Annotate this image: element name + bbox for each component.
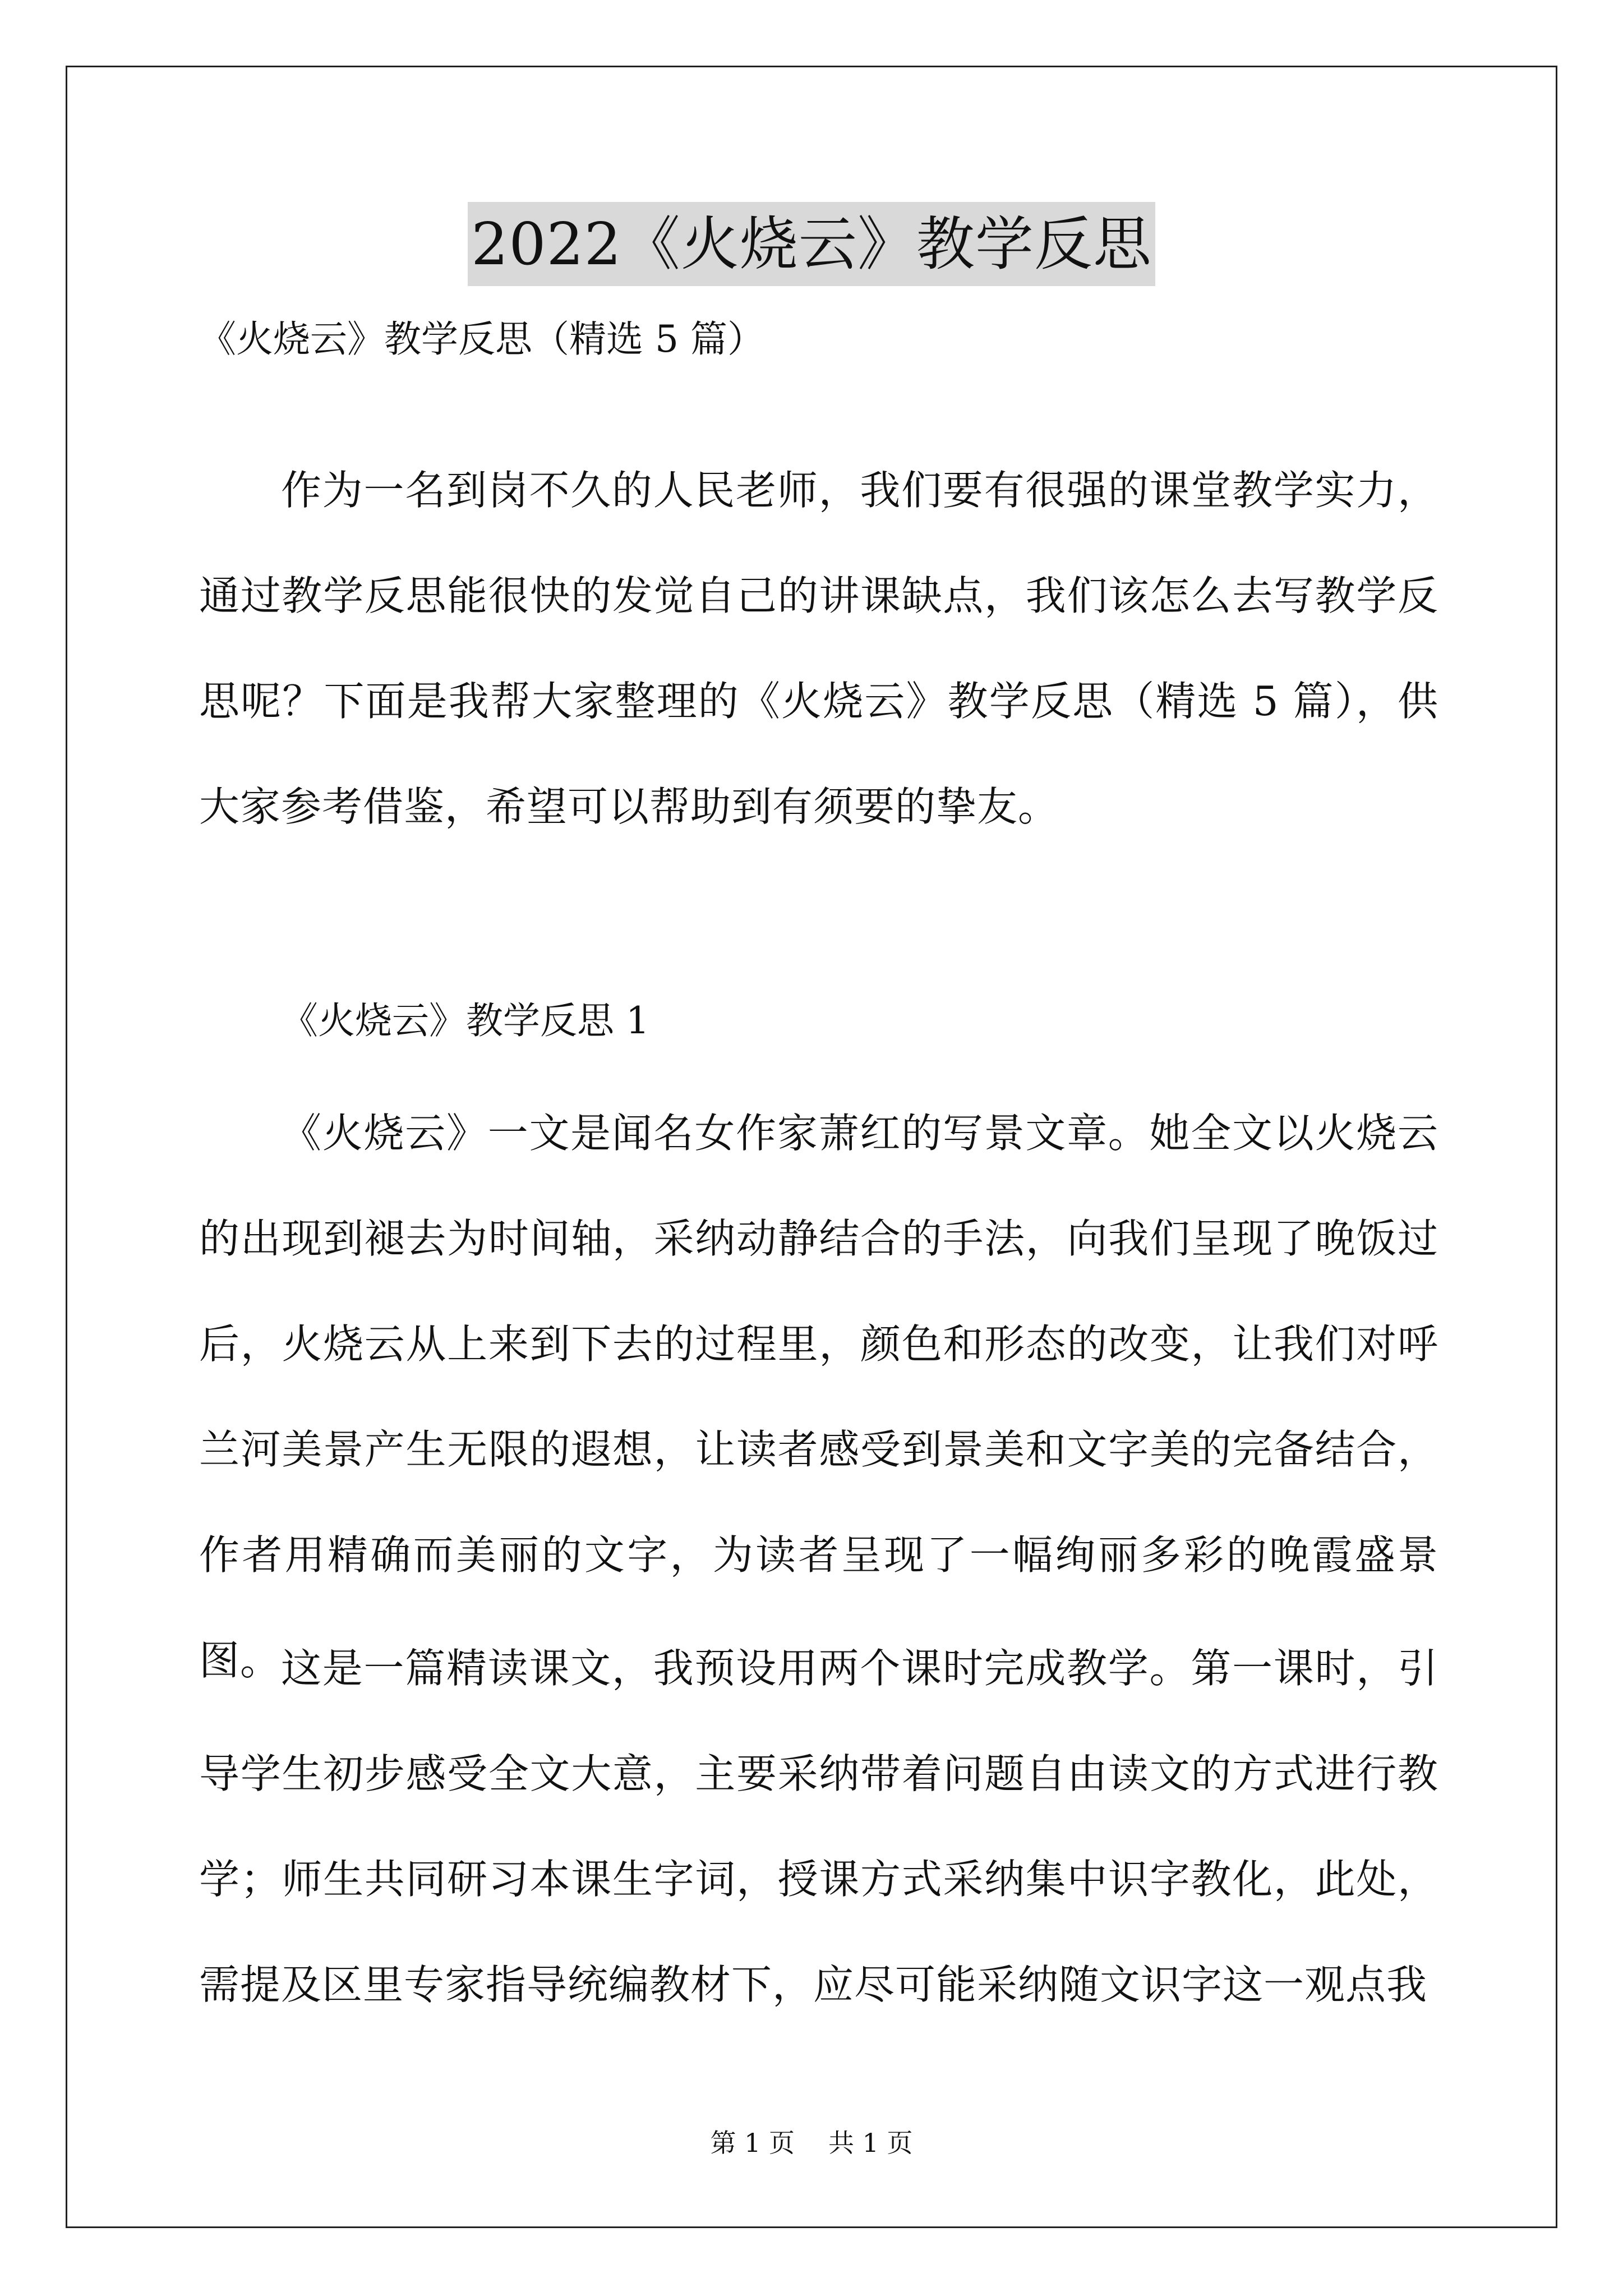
page-footer xyxy=(0,2126,1623,2160)
page-number-total: 共 1 页 xyxy=(828,2128,913,2158)
title-container xyxy=(0,202,1623,286)
page-number-current: 第 1 页 xyxy=(710,2128,795,2158)
section-heading: 《火烧云》教学反思 1 xyxy=(281,999,649,1042)
document-title: 2022《火烧云》教学反思 xyxy=(468,202,1155,286)
intro-paragraph: 作为一名到岗不久的人民老师，我们要有很强的课堂教学实力，通过教学反思能很快的发觉自己的讲课缺点，我们该怎么去写教学反思呢？下面是我帮大家整理的《火烧云》教学反思（精选 5 篇），供大家参考借鉴，希望可以帮助到有须要的挚友。 xyxy=(199,467,1438,830)
body-paragraph-2: 《火烧云》一文是闻名女作家萧红的写景文章。她全文以火烧云的出现到褪去为时间轴，采纳动静结合的手法，向我们呈现了晚饭过后，火烧云从上来到下去的过程里，颜色和形态的改变，让我们对呼兰河美景产生无限的遐想，让读者感受到景美和文字美的完备结合，作者用精确而美丽的文字，为读者呈现了一幅绚丽多彩的晚霞盛景图。 xyxy=(199,1110,1438,1684)
document-subtitle: 《火烧云》教学反思（精选 5 篇） xyxy=(199,318,764,361)
body-paragraph-3: 这是一篇精读课文，我预设用两个课时完成教学。第一课时，引导学生初步感受全文大意，主要采纳带着问题自由读文的方式进行教学；师生共同研习本课生字词，授课方式采纳集中识字教化，此处，需提及区里专家指导统编教材下，应尽可能采纳随文识字这一观点我 xyxy=(199,1645,1438,2008)
